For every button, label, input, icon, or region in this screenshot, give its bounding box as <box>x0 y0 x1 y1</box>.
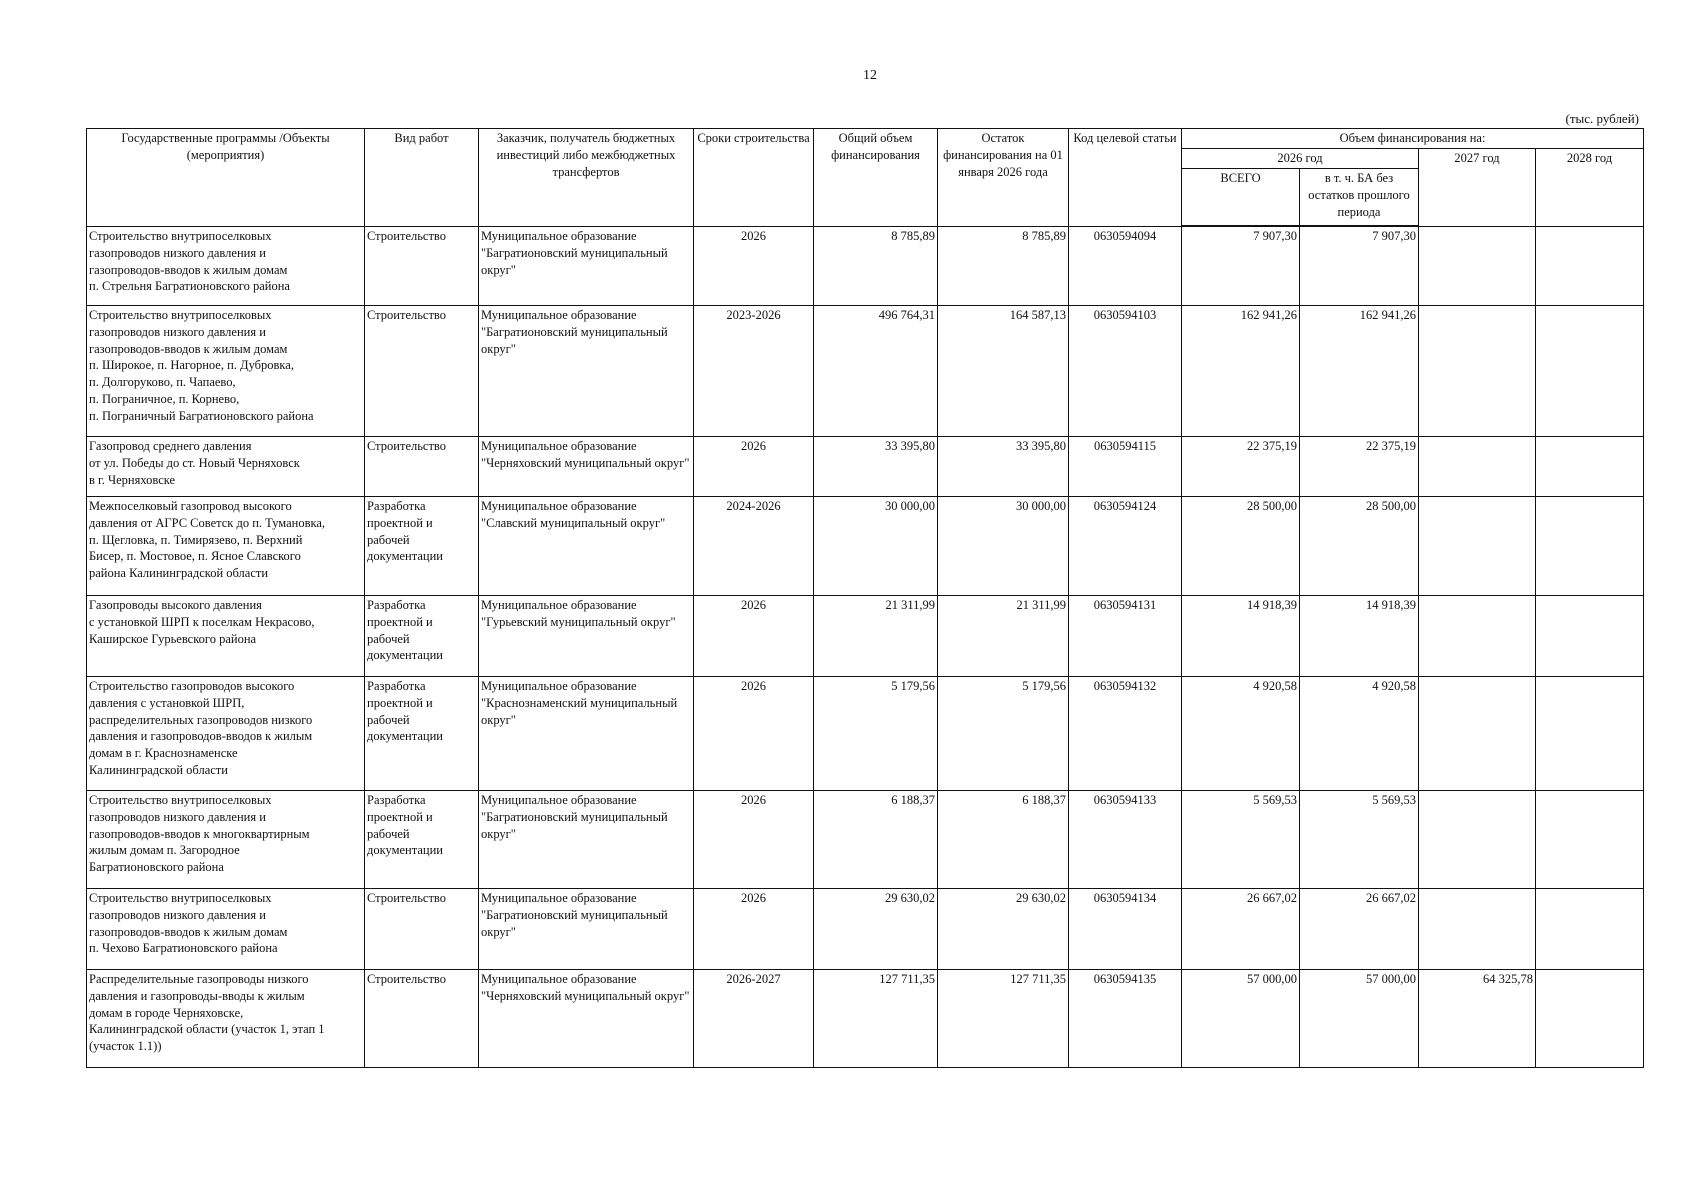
cell-2026-total: 57 000,00 <box>1182 969 1300 1067</box>
cell-object: Строительство внутрипоселковых газопроводов низкого давления и газопроводов-вводов к жилым домам п. Стрельня Багратионовского района <box>87 226 365 305</box>
cell-object: Строительство внутрипоселковых газопроводов низкого давления и газопроводов-вводов к жилым домам п. Широкое, п. Нагорное, п. Дубровка, п. Долгоруково, п. Чапаево, п. Пограничное, п. Корнево, п. Пограничный Багратионовского района <box>87 305 365 436</box>
table-row <box>87 676 1644 790</box>
cell-work-type: Разработка проектной и рабочей документации <box>365 790 479 888</box>
cell-2026-total: 7 907,30 <box>1182 226 1300 305</box>
cell-remainder: 5 179,56 <box>938 676 1069 790</box>
table-row <box>87 436 1644 496</box>
cell-work-type: Разработка проектной и рабочей документации <box>365 496 479 595</box>
cell-2026-ba: 22 375,19 <box>1300 436 1419 496</box>
cell-2026-total: 22 375,19 <box>1182 436 1300 496</box>
header-object: Государственные программы /Объекты (мероприятия) <box>87 129 365 227</box>
cell-period: 2024-2026 <box>694 496 814 595</box>
cell-object: Строительство внутрипоселковых газопроводов низкого давления и газопроводов-вводов к жилым домам п. Чехово Багратионовского района <box>87 888 365 969</box>
header-funding: Объем финансирования на: <box>1182 129 1644 149</box>
cell-2027 <box>1419 436 1536 496</box>
cell-remainder: 30 000,00 <box>938 496 1069 595</box>
table-row <box>87 595 1644 676</box>
table-body <box>87 226 1644 1067</box>
cell-code: 0630594135 <box>1069 969 1182 1067</box>
cell-customer: Муниципальное образование "Краснознаменский муниципальный округ" <box>479 676 694 790</box>
table-row <box>87 226 1644 305</box>
cell-customer: Муниципальное образование "Черняховский муниципальный округ" <box>479 436 694 496</box>
table-row <box>87 969 1644 1067</box>
cell-2026-total: 14 918,39 <box>1182 595 1300 676</box>
cell-2027 <box>1419 888 1536 969</box>
cell-2026-ba: 26 667,02 <box>1300 888 1419 969</box>
cell-total: 8 785,89 <box>814 226 938 305</box>
cell-period: 2026 <box>694 436 814 496</box>
cell-object: Межпоселковый газопровод высокого давления от АГРС Советск до п. Тумановка, п. Щегловка, п. Тимирязево, п. Верхний Бисер, п. Мостовое, п. Ясное Славского района Калининградской области <box>87 496 365 595</box>
cell-2027 <box>1419 595 1536 676</box>
cell-remainder: 127 711,35 <box>938 969 1069 1067</box>
cell-2026-ba: 162 941,26 <box>1300 305 1419 436</box>
header-2026-total: ВСЕГО <box>1182 168 1300 226</box>
cell-2027 <box>1419 305 1536 436</box>
table-row <box>87 496 1644 595</box>
cell-remainder: 33 395,80 <box>938 436 1069 496</box>
cell-work-type: Строительство <box>365 226 479 305</box>
header-2028: 2028 год <box>1536 148 1644 226</box>
cell-total: 127 711,35 <box>814 969 938 1067</box>
units-label: (тыс. рублей) <box>1565 111 1639 126</box>
cell-period: 2026 <box>694 790 814 888</box>
header-period: Сроки строительства <box>694 129 814 227</box>
cell-total: 6 188,37 <box>814 790 938 888</box>
financing-table <box>86 128 1644 1068</box>
cell-2027: 64 325,78 <box>1419 969 1536 1067</box>
cell-2026-ba: 14 918,39 <box>1300 595 1419 676</box>
cell-2028 <box>1536 496 1644 595</box>
cell-work-type: Строительство <box>365 305 479 436</box>
cell-object: Строительство внутрипоселковых газопроводов низкого давления и газопроводов-вводов к многоквартирным жилым домам п. Загородное Багратионовского района <box>87 790 365 888</box>
cell-2026-total: 5 569,53 <box>1182 790 1300 888</box>
cell-work-type: Строительство <box>365 436 479 496</box>
cell-code: 0630594134 <box>1069 888 1182 969</box>
cell-2027 <box>1419 676 1536 790</box>
cell-period: 2026 <box>694 226 814 305</box>
cell-2027 <box>1419 226 1536 305</box>
cell-code: 0630594094 <box>1069 226 1182 305</box>
cell-2026-total: 162 941,26 <box>1182 305 1300 436</box>
cell-customer: Муниципальное образование "Багратионовский муниципальный округ" <box>479 305 694 436</box>
cell-total: 29 630,02 <box>814 888 938 969</box>
cell-2028 <box>1536 969 1644 1067</box>
cell-remainder: 8 785,89 <box>938 226 1069 305</box>
cell-remainder: 29 630,02 <box>938 888 1069 969</box>
cell-2026-total: 28 500,00 <box>1182 496 1300 595</box>
cell-remainder: 6 188,37 <box>938 790 1069 888</box>
table-row <box>87 790 1644 888</box>
cell-code: 0630594115 <box>1069 436 1182 496</box>
cell-code: 0630594131 <box>1069 595 1182 676</box>
cell-customer: Муниципальное образование "Черняховский муниципальный округ" <box>479 969 694 1067</box>
cell-period: 2026 <box>694 888 814 969</box>
cell-remainder: 21 311,99 <box>938 595 1069 676</box>
table-row <box>87 305 1644 436</box>
cell-remainder: 164 587,13 <box>938 305 1069 436</box>
cell-2026-total: 4 920,58 <box>1182 676 1300 790</box>
cell-code: 0630594132 <box>1069 676 1182 790</box>
cell-2026-ba: 57 000,00 <box>1300 969 1419 1067</box>
cell-2028 <box>1536 226 1644 305</box>
cell-total: 33 395,80 <box>814 436 938 496</box>
cell-2027 <box>1419 496 1536 595</box>
cell-object: Газопровод среднего давления от ул. Победы до ст. Новый Черняховск в г. Черняховске <box>87 436 365 496</box>
cell-2026-ba: 7 907,30 <box>1300 226 1419 305</box>
cell-2028 <box>1536 436 1644 496</box>
cell-customer: Муниципальное образование "Багратионовский муниципальный округ" <box>479 790 694 888</box>
cell-2028 <box>1536 676 1644 790</box>
header-2027: 2027 год <box>1419 148 1536 226</box>
cell-object: Распределительные газопроводы низкого давления и газопроводы-вводы к жилым домам в городе Черняховске, Калининградской области (участок 1, этап 1 (участок 1.1)) <box>87 969 365 1067</box>
cell-code: 0630594124 <box>1069 496 1182 595</box>
cell-2026-total: 26 667,02 <box>1182 888 1300 969</box>
cell-code: 0630594103 <box>1069 305 1182 436</box>
cell-period: 2026 <box>694 595 814 676</box>
header-2026: 2026 год <box>1182 148 1419 168</box>
cell-object: Строительство газопроводов высокого давления с установкой ШРП, распределительных газопроводов низкого давления и газопроводов-вводов к жилым домам в г. Краснознаменске Калининградской области <box>87 676 365 790</box>
cell-customer: Муниципальное образование "Гурьевский муниципальный округ" <box>479 595 694 676</box>
header-code: Код целевой статьи <box>1069 129 1182 227</box>
table-header <box>87 129 1644 227</box>
cell-code: 0630594133 <box>1069 790 1182 888</box>
cell-2028 <box>1536 888 1644 969</box>
cell-period: 2023-2026 <box>694 305 814 436</box>
cell-total: 30 000,00 <box>814 496 938 595</box>
cell-work-type: Строительство <box>365 888 479 969</box>
cell-period: 2026 <box>694 676 814 790</box>
cell-customer: Муниципальное образование "Багратионовский муниципальный округ" <box>479 888 694 969</box>
table-row <box>87 888 1644 969</box>
cell-2028 <box>1536 595 1644 676</box>
cell-customer: Муниципальное образование "Багратионовский муниципальный округ" <box>479 226 694 305</box>
cell-2027 <box>1419 790 1536 888</box>
header-2026-ba: в т. ч. БА без остатков прошлого периода <box>1300 168 1419 226</box>
header-total: Общий объем финансирования <box>814 129 938 227</box>
cell-total: 21 311,99 <box>814 595 938 676</box>
cell-work-type: Разработка проектной и рабочей документации <box>365 595 479 676</box>
header-customer: Заказчик, получатель бюджетных инвестиций либо межбюджетных трансфертов <box>479 129 694 227</box>
cell-2026-ba: 4 920,58 <box>1300 676 1419 790</box>
cell-total: 496 764,31 <box>814 305 938 436</box>
cell-total: 5 179,56 <box>814 676 938 790</box>
cell-2026-ba: 28 500,00 <box>1300 496 1419 595</box>
cell-2028 <box>1536 790 1644 888</box>
header-remainder: Остаток финансирования на 01 января 2026 года <box>938 129 1069 227</box>
cell-object: Газопроводы высокого давления с установкой ШРП к поселкам Некрасово, Каширское Гурьевского района <box>87 595 365 676</box>
cell-work-type: Строительство <box>365 969 479 1067</box>
cell-2028 <box>1536 305 1644 436</box>
page-number: 12 <box>863 68 877 83</box>
cell-period: 2026-2027 <box>694 969 814 1067</box>
cell-2026-ba: 5 569,53 <box>1300 790 1419 888</box>
header-work-type: Вид работ <box>365 129 479 227</box>
cell-work-type: Разработка проектной и рабочей документации <box>365 676 479 790</box>
cell-customer: Муниципальное образование "Славский муниципальный округ" <box>479 496 694 595</box>
